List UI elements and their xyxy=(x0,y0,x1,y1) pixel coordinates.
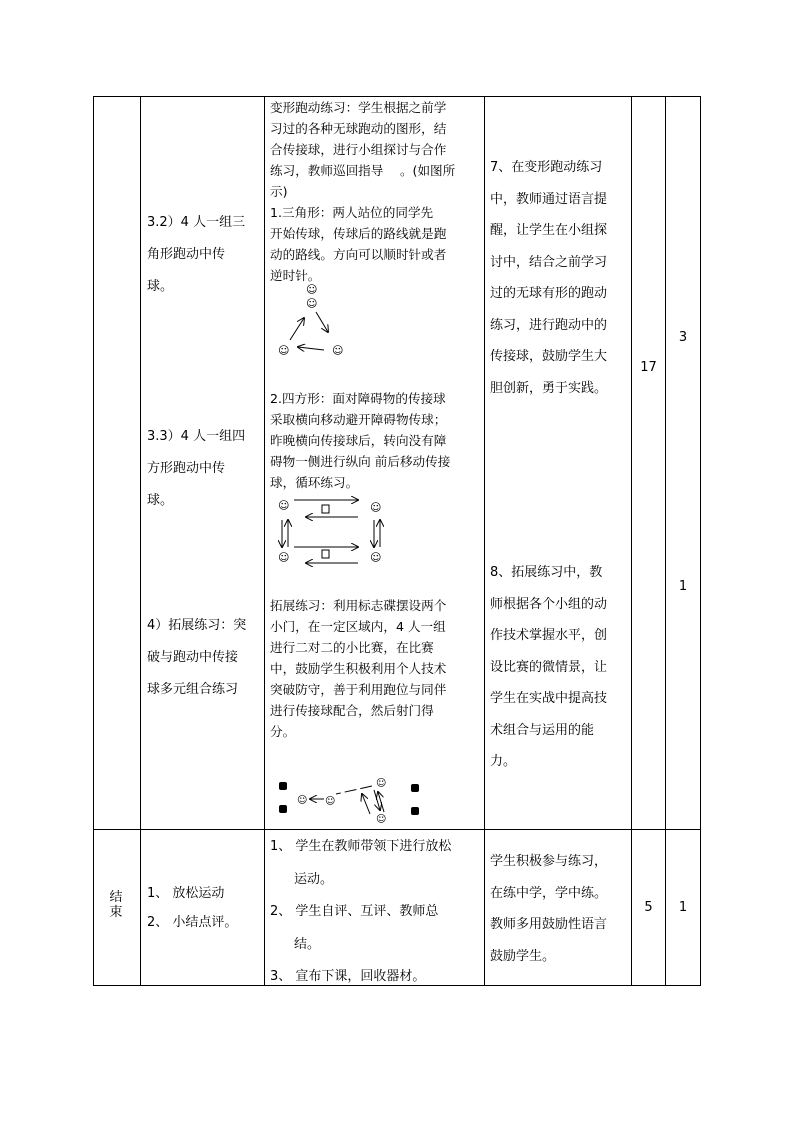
text-line: 碍物一侧进行纵向 前后移动传接 xyxy=(270,454,451,469)
practice-count-b: 1 xyxy=(678,579,688,594)
square-description xyxy=(270,388,477,493)
text-line: 教师多用鼓励性语言 xyxy=(490,917,608,932)
pass-arrow xyxy=(362,794,370,814)
text-line: 3、 宣布下课，回收器材。 xyxy=(270,969,426,984)
item-line: 破与跑动中传接 xyxy=(147,650,239,665)
text-line: 2、 小结点评。 xyxy=(147,915,238,930)
table-border-right xyxy=(700,96,701,986)
col-divider-2 xyxy=(264,96,265,986)
text-line: 示) xyxy=(270,184,288,199)
text-line: 进行二对二的小比赛，在比赛 xyxy=(270,640,434,655)
item-line: 4）拓展练习：突 xyxy=(147,618,247,633)
text-line: 1、 学生在教师带领下进行放松 xyxy=(270,839,452,854)
player-icon: ☺ xyxy=(278,551,290,564)
text-line: 习过的各种无球跑动的图形，结 xyxy=(270,121,447,136)
text-line: 鼓励学生。 xyxy=(490,948,556,964)
text-line: 术组合与运用的能 xyxy=(490,722,595,738)
text-line: 拓展练习：利用标志碟摆设两个 xyxy=(270,598,447,613)
pass-arrow xyxy=(316,312,328,332)
text-line: 结。 xyxy=(294,936,321,952)
text-line: 讨中，结合之前学习 xyxy=(490,254,608,270)
practice-count-a: 3 xyxy=(678,330,688,345)
col-divider-5 xyxy=(665,96,666,986)
text-line: 昨晚横向传接球后，转向没有障 xyxy=(270,433,447,448)
item-square-passing xyxy=(147,421,259,517)
item-line: 球。 xyxy=(147,493,174,508)
ending-activities xyxy=(270,831,480,994)
triangle-drill-diagram xyxy=(272,280,352,360)
text-line: 中，教师通过语言提 xyxy=(490,191,608,207)
item-triangle-passing xyxy=(147,207,259,303)
mini-game-diagram xyxy=(274,772,424,824)
text-line: 球，循环练习。 xyxy=(270,475,359,490)
text-line: 2.四方形：面对障碍物的传接球 xyxy=(270,391,446,406)
player-icon: ☺ xyxy=(278,499,290,512)
teacher-note-7 xyxy=(490,152,625,404)
text-line: 合传接球，进行小组探讨与合作 xyxy=(270,142,447,157)
player-icon: ☺ xyxy=(376,778,387,789)
ending-count: 1 xyxy=(678,900,688,915)
text-line: 练习，教师巡回指导 。(如图所 xyxy=(270,163,456,178)
text-line: 变形跑动练习：学生根据之前学 xyxy=(270,100,447,115)
expand-description xyxy=(270,595,477,742)
item-line: 球多元组合练习 xyxy=(147,682,239,697)
goal-marker-disc xyxy=(411,807,419,815)
col-divider-4 xyxy=(631,96,632,986)
text-line: 分。 xyxy=(270,724,296,739)
text-line: 2、 学生自评、互评、教师总 xyxy=(270,904,439,919)
text-line: 胆创新，勇于实践。 xyxy=(490,380,608,396)
text-line: 采取横向移动避开障碍物传球； xyxy=(270,412,447,427)
text-line: 运动。 xyxy=(294,871,334,887)
square-drill-diagram xyxy=(272,492,392,572)
item-line: 方形跑动中传 xyxy=(147,461,226,476)
player-icon: ☺ xyxy=(306,283,318,296)
player-icon: ☺ xyxy=(278,344,290,357)
text-line: 1、 放松运动 xyxy=(147,886,225,901)
text-line: 练习，进行跑动中的 xyxy=(490,317,608,333)
goal-marker-disc xyxy=(279,805,287,813)
text-line: 逆时针。 xyxy=(270,268,321,283)
text-line: 7、在变形跑动练习 xyxy=(490,160,603,175)
obstacle-cone xyxy=(322,550,329,558)
text-line: 学生积极参与练习， xyxy=(490,854,608,869)
text-line: 动的路线。方向可以顺时针或者 xyxy=(270,247,447,262)
ending-items xyxy=(147,879,259,937)
ending-teacher-note xyxy=(490,846,625,972)
pass-arrow xyxy=(336,786,372,794)
goal-marker-disc xyxy=(279,782,287,790)
text-line: 进行传接球配合，然后射门得 xyxy=(270,703,434,718)
col-divider-1 xyxy=(140,96,141,986)
col-divider-3 xyxy=(484,96,485,986)
player-icon: ☺ xyxy=(297,795,308,806)
text-line: 传接球，鼓励学生大 xyxy=(490,349,608,364)
item-line: 3.2）4 人一组三 xyxy=(147,215,246,230)
player-icon: ☺ xyxy=(370,501,382,514)
row-divider xyxy=(93,829,701,830)
obstacle-cone xyxy=(322,505,329,513)
text-line: 1.三角形：两人站位的同学先 xyxy=(270,205,434,220)
pass-arrow xyxy=(290,318,304,340)
player-icon: ☺ xyxy=(332,344,344,357)
practice-time: 17 xyxy=(640,360,657,375)
text-line: 8、拓展练习中，教 xyxy=(490,565,603,580)
table-border-left xyxy=(93,96,94,986)
text-line: 在练中学，学中练。 xyxy=(490,885,608,901)
text-line: 过的无球有形的跑动 xyxy=(490,286,608,301)
text-line: 作技术掌握水平，创 xyxy=(490,628,608,643)
text-line: 醒，让学生在小组探 xyxy=(490,223,608,238)
practice-intro xyxy=(270,97,477,202)
player-icon: ☺ xyxy=(325,796,336,807)
item-line: 球。 xyxy=(147,279,174,294)
pass-arrow xyxy=(378,792,384,812)
teacher-note-8 xyxy=(490,557,625,778)
player-icon: ☺ xyxy=(306,297,318,310)
pass-arrow xyxy=(374,790,380,810)
text-line: 小门，在一定区域内，4 人一组 xyxy=(270,619,446,634)
text-line: 力。 xyxy=(490,754,517,769)
text-line: 中，鼓励学生积极利用个人技术 xyxy=(270,661,447,676)
text-line: 学生在实战中提高技 xyxy=(490,691,608,706)
text-line: 设比赛的微情景，让 xyxy=(490,659,608,675)
goal-marker-disc xyxy=(411,784,419,792)
item-line: 3.3）4 人一组四 xyxy=(147,429,246,444)
text-line: 开始传球，传球后的路线就是跑 xyxy=(270,226,447,241)
item-line: 角形跑动中传 xyxy=(147,247,226,262)
item-expand-practice xyxy=(147,610,259,706)
text-line: 突破防守，善于利用跑位与同伴 xyxy=(270,682,447,697)
player-icon: ☺ xyxy=(376,814,387,824)
pass-arrow xyxy=(298,347,324,350)
triangle-description xyxy=(270,202,477,286)
text-line: 师根据各个小组的动 xyxy=(490,596,608,612)
ending-time: 5 xyxy=(644,900,653,915)
section-label-ending: 结束 xyxy=(109,890,123,920)
player-icon: ☺ xyxy=(370,551,382,564)
